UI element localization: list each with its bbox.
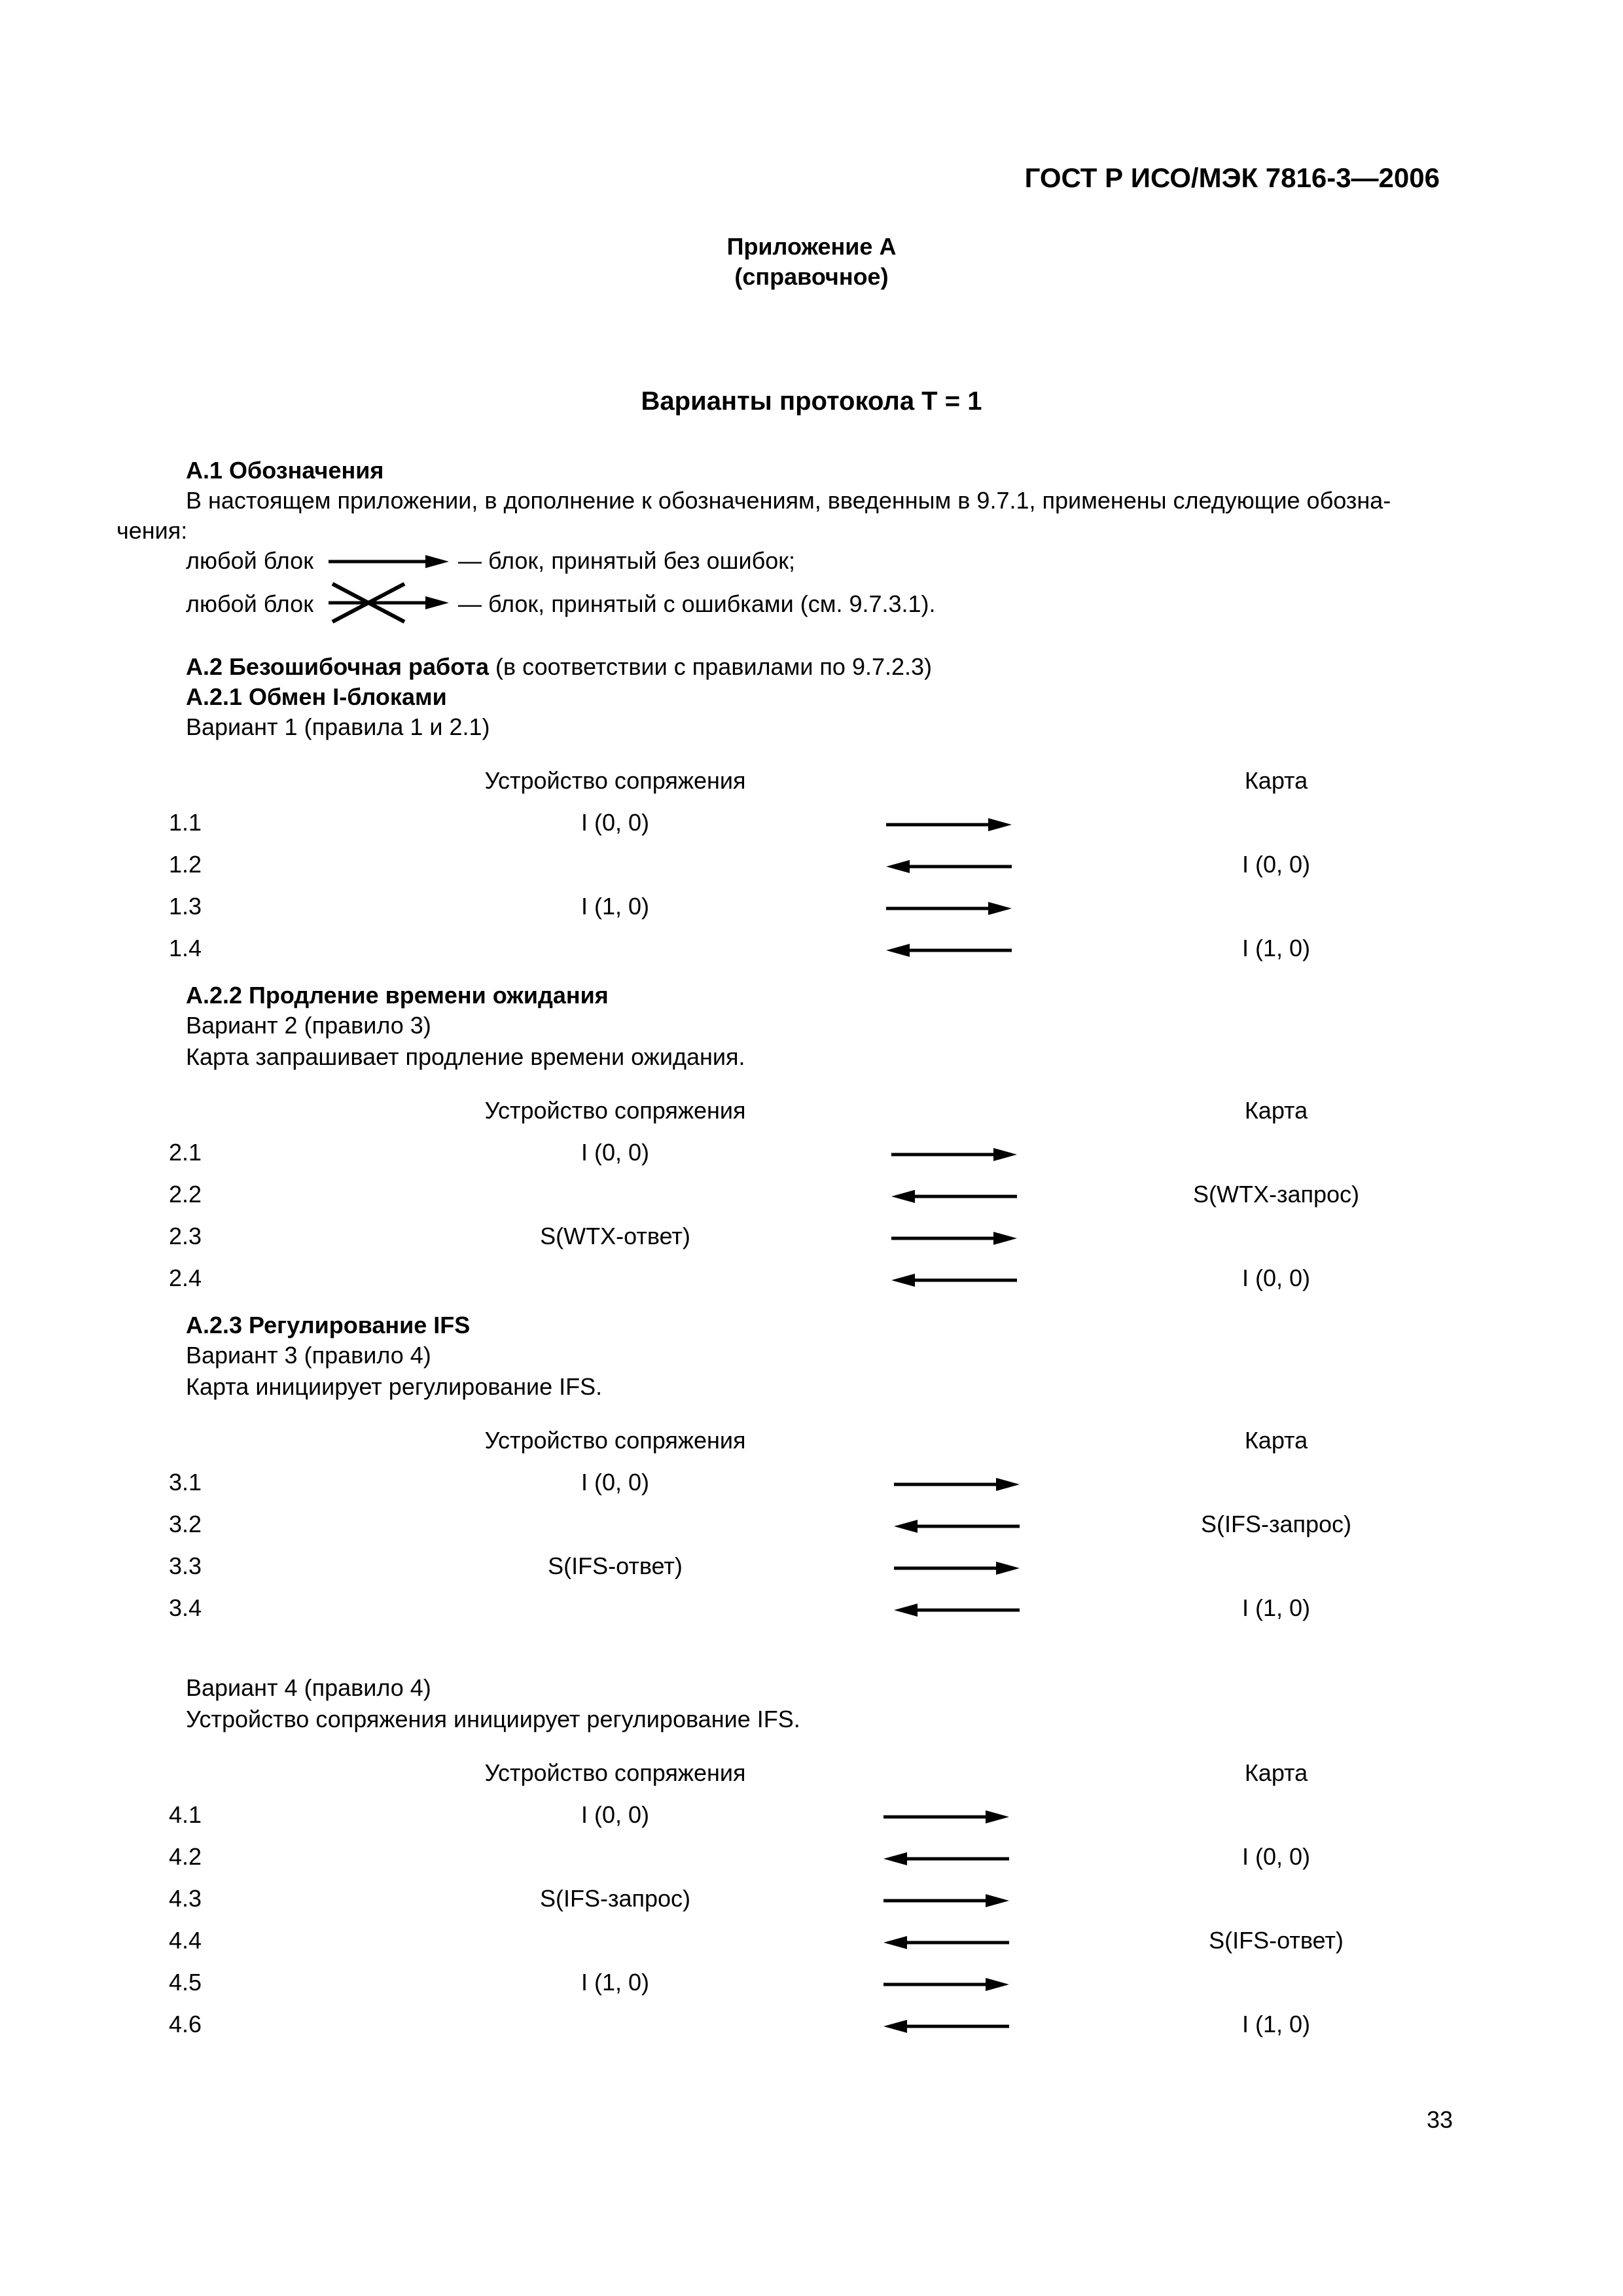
arrow-right-icon — [883, 895, 1014, 922]
sequence-row — [0, 1181, 1623, 1220]
step-number: 4.5 — [169, 1969, 202, 1996]
card-message: I (0, 0) — [1241, 1265, 1311, 1291]
step-number: 1.1 — [169, 809, 202, 836]
card-message: S(IFS-ответ) — [1209, 1927, 1344, 1954]
variant-4-title: Вариант 4 (правило 4) — [186, 1674, 431, 1701]
variant-4-desc: Устройство сопряжения инициирует регулирование IFS. — [186, 1706, 800, 1732]
card-message: I (1, 0) — [1241, 935, 1311, 961]
arrow-right-icon — [889, 1141, 1020, 1168]
step-number: 3.1 — [169, 1469, 202, 1496]
step-number: 3.4 — [169, 1594, 202, 1621]
arrow-left-icon — [881, 2013, 1012, 2039]
legend-ok-arrow-icon — [327, 548, 452, 575]
variant-4-header — [0, 1759, 1623, 1792]
legend-err-desc: — блок, принятый с ошибками (см. 9.7.3.1). — [458, 590, 936, 617]
device-message: I (0, 0) — [580, 1469, 650, 1496]
column-card-header: Карта — [1244, 1759, 1308, 1786]
step-number: 4.6 — [169, 2011, 202, 2037]
legend-error-arrow-icon — [327, 580, 452, 626]
section-a22-heading: А.2.2 Продление времени ожидания — [186, 982, 609, 1009]
sequence-row — [0, 1469, 1623, 1508]
page-number: 33 — [1426, 2106, 1453, 2133]
page-title: Варианты протокола Т = 1 — [641, 387, 982, 416]
arrow-right-icon — [881, 1971, 1012, 1998]
arrow-left-icon — [881, 1929, 1012, 1956]
step-number: 3.2 — [169, 1511, 202, 1537]
variant-2-title: Вариант 2 (правило 3) — [186, 1012, 431, 1039]
step-number: 2.2 — [169, 1181, 202, 1208]
card-message: I (1, 0) — [1241, 1594, 1311, 1621]
section-a2-heading-rest: (в соответствии с правилами по 9.7.2.3) — [489, 653, 933, 680]
column-device-header: Устройство сопряжения — [484, 767, 746, 794]
device-message: I (0, 0) — [580, 1801, 650, 1828]
device-message: I (0, 0) — [580, 1139, 650, 1166]
legend-err-label: любой блок — [186, 590, 313, 617]
sequence-row — [0, 2011, 1623, 2050]
step-number: 1.3 — [169, 893, 202, 920]
section-a2-heading-bold: А.2 Безошибочная работа — [186, 653, 490, 680]
step-number: 4.1 — [169, 1801, 202, 1828]
card-message: I (0, 0) — [1241, 1843, 1311, 1870]
section-a1-text-line1: В настоящем приложении, в дополнение к обозначениям, введенным в 9.7.1, применены следующие обозна- — [186, 487, 1391, 514]
card-message: I (1, 0) — [1241, 2011, 1311, 2037]
arrow-right-icon — [889, 1225, 1020, 1251]
column-card-header: Карта — [1244, 1097, 1308, 1124]
arrow-left-icon — [891, 1597, 1022, 1623]
variant-3-title: Вариант 3 (правило 4) — [186, 1342, 431, 1369]
variant-2-desc: Карта запрашивает продление времени ожидания. — [186, 1043, 745, 1070]
variant-2-header — [0, 1097, 1623, 1130]
legend-ok-label: любой блок — [186, 547, 313, 574]
step-number: 1.2 — [169, 851, 202, 878]
arrow-right-icon — [881, 1888, 1012, 1914]
arrow-right-icon — [883, 812, 1014, 838]
step-number: 4.4 — [169, 1927, 202, 1954]
sequence-row — [0, 1801, 1623, 1840]
column-device-header: Устройство сопряжения — [484, 1097, 746, 1124]
sequence-row — [0, 1594, 1623, 1634]
arrow-right-icon — [891, 1471, 1022, 1498]
column-device-header: Устройство сопряжения — [484, 1427, 746, 1454]
arrow-left-icon — [883, 937, 1014, 963]
sequence-row — [0, 1843, 1623, 1882]
card-message: I (0, 0) — [1241, 851, 1311, 878]
sequence-row — [0, 1552, 1623, 1592]
card-message: S(WTX-запрос) — [1192, 1181, 1360, 1208]
annex-label: Приложение А — [726, 233, 897, 260]
sequence-row — [0, 935, 1623, 974]
section-a1-heading: А.1 Обозначения — [186, 457, 384, 484]
arrow-left-icon — [883, 853, 1014, 880]
step-number: 2.3 — [169, 1223, 202, 1249]
arrow-left-icon — [889, 1267, 1020, 1293]
device-message: I (0, 0) — [580, 809, 650, 836]
arrow-right-icon — [891, 1555, 1022, 1581]
sequence-row — [0, 1511, 1623, 1550]
column-card-header: Карта — [1244, 1427, 1308, 1454]
sequence-row — [0, 1969, 1623, 2008]
device-message: S(WTX-ответ) — [540, 1223, 690, 1249]
variant-3-header — [0, 1427, 1623, 1460]
annex-type: (справочное) — [734, 263, 889, 290]
card-message: S(IFS-запрос) — [1200, 1511, 1352, 1537]
section-a21-heading: А.2.1 Обмен I-блоками — [186, 683, 447, 710]
step-number: 3.3 — [169, 1552, 202, 1579]
arrow-left-icon — [881, 1846, 1012, 1872]
step-number: 2.4 — [169, 1265, 202, 1291]
sequence-row — [0, 1223, 1623, 1262]
sequence-row — [0, 893, 1623, 932]
variant-1-header — [0, 767, 1623, 800]
column-card-header: Карта — [1244, 767, 1308, 794]
section-a2-heading — [186, 653, 932, 680]
sequence-row — [0, 809, 1623, 848]
device-message: I (1, 0) — [580, 893, 650, 920]
sequence-row — [0, 1139, 1623, 1178]
arrow-left-icon — [891, 1513, 1022, 1539]
device-message: S(IFS-ответ) — [548, 1552, 683, 1579]
legend-ok-desc: — блок, принятый без ошибок; — [458, 547, 796, 574]
sequence-row — [0, 851, 1623, 890]
variant-3-desc: Карта инициирует регулирование IFS. — [186, 1373, 603, 1400]
step-number: 4.3 — [169, 1885, 202, 1912]
step-number: 1.4 — [169, 935, 202, 961]
sequence-row — [0, 1265, 1623, 1304]
device-message: I (1, 0) — [580, 1969, 650, 1996]
section-a1-text-line2: чения: — [116, 517, 188, 544]
standard-designation: ГОСТ Р ИСО/МЭК 7816-3—2006 — [1024, 162, 1440, 193]
step-number: 4.2 — [169, 1843, 202, 1870]
variant-1-title: Вариант 1 (правила 1 и 2.1) — [186, 713, 490, 740]
device-message: S(IFS-запрос) — [539, 1885, 691, 1912]
section-a23-heading: А.2.3 Регулирование IFS — [186, 1312, 471, 1338]
arrow-right-icon — [881, 1804, 1012, 1830]
step-number: 2.1 — [169, 1139, 202, 1166]
column-device-header: Устройство сопряжения — [484, 1759, 746, 1786]
sequence-row — [0, 1927, 1623, 1966]
sequence-row — [0, 1885, 1623, 1924]
arrow-left-icon — [889, 1183, 1020, 1210]
